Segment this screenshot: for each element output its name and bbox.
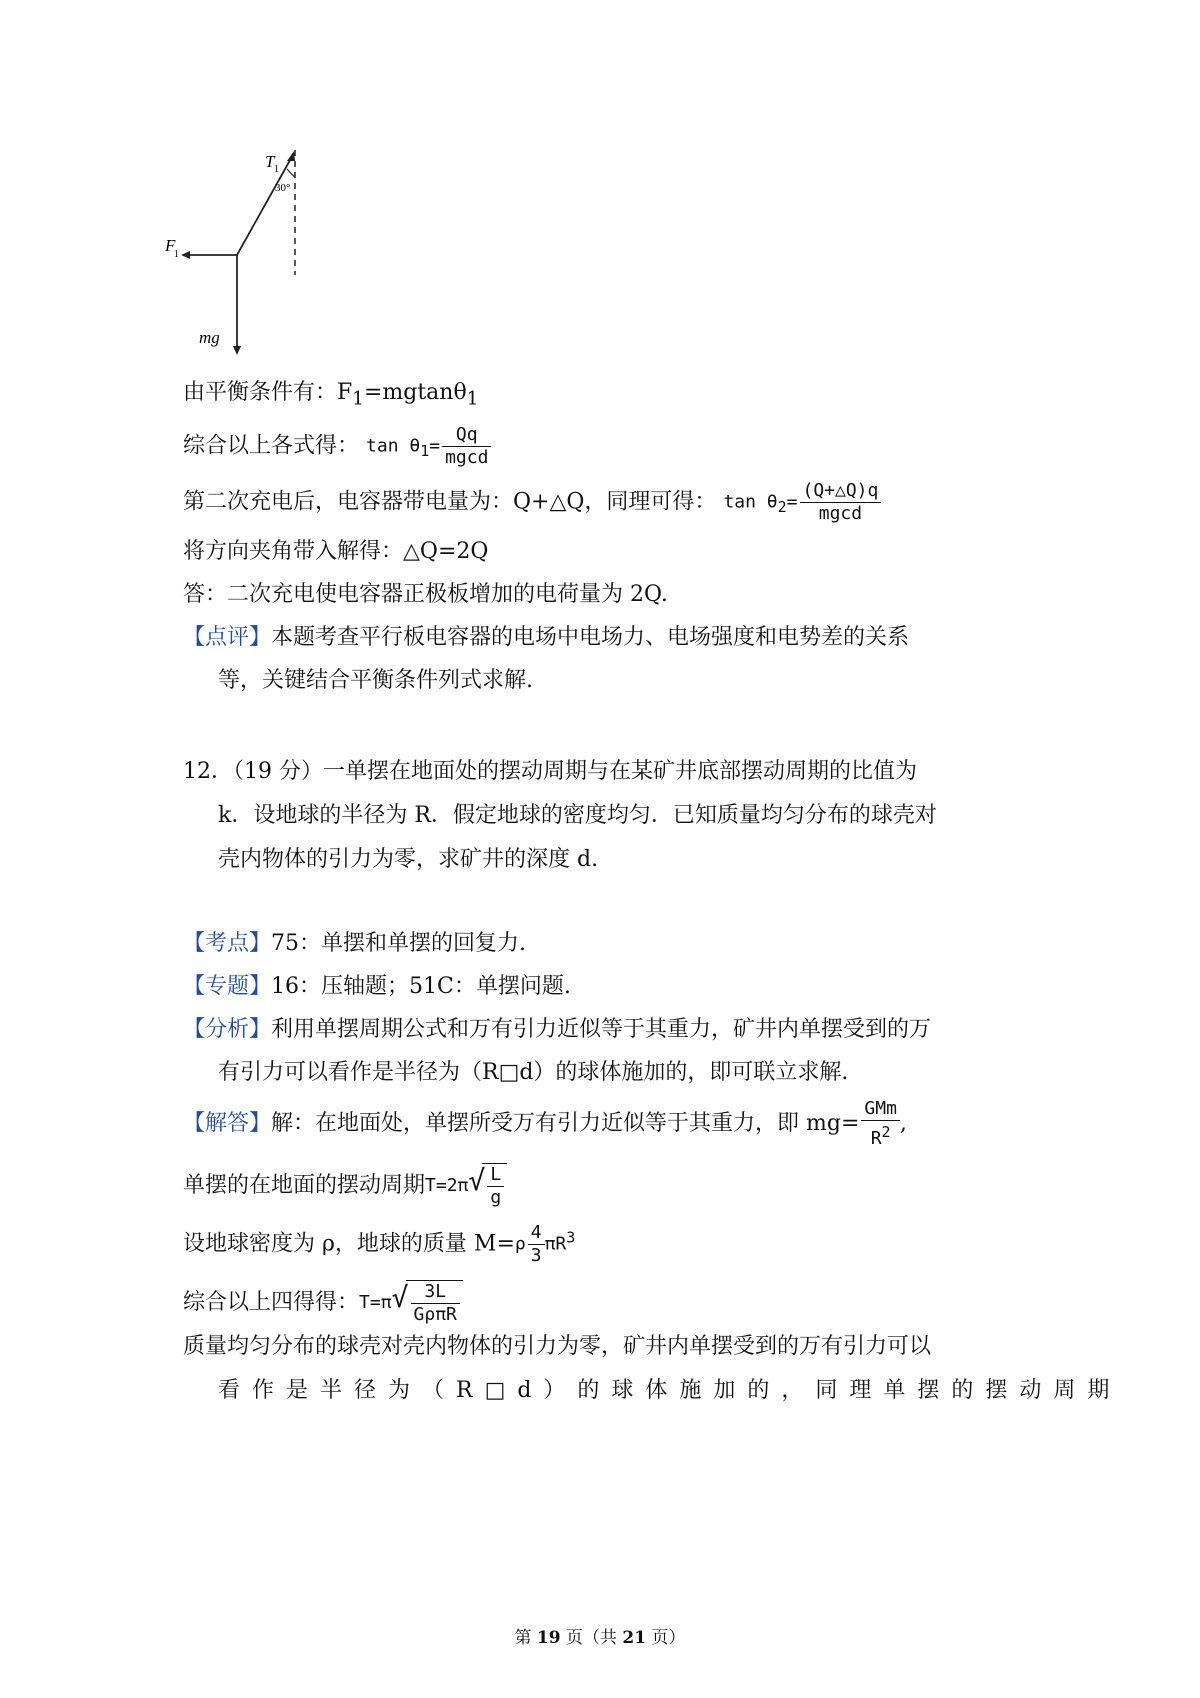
- page-footer: [0, 1623, 1200, 1648]
- second-charge-text: 第二次充电后，电容器带电量为：Q+△Q，同理可得：: [183, 489, 717, 515]
- tension-arrowhead: [287, 151, 295, 161]
- fraction: [800, 480, 882, 525]
- rho: ρ: [514, 1233, 526, 1255]
- comment-text-2: 等，关键结合平衡条件列式求解.: [218, 668, 533, 693]
- denominator: 3: [530, 1245, 542, 1266]
- gmm-fraction: [861, 1098, 900, 1150]
- equilibrium-line: [183, 378, 478, 414]
- footer-prefix: 第: [514, 1628, 537, 1648]
- denominator: mgcd: [445, 447, 489, 468]
- denominator: g: [490, 1187, 502, 1208]
- question-text: 壳内物体的引力为零，求矿井的深度 d.: [218, 847, 599, 872]
- question-text: k．设地球的半径为 R．假定地球的密度均匀．已知质量均匀分布的球壳对: [218, 803, 937, 828]
- numerator: GMm: [861, 1098, 900, 1121]
- gravity-arrowhead: [233, 346, 241, 355]
- radicand: [406, 1280, 463, 1326]
- footer-middle: 页（共: [560, 1628, 623, 1648]
- knowledge-tag: 【考点】: [183, 931, 272, 956]
- denominator: mgcd: [818, 503, 863, 524]
- solve-line: [183, 537, 488, 567]
- force-diagram: [165, 145, 325, 360]
- denominator: GρπR: [413, 1304, 457, 1325]
- sqrt: [468, 1163, 507, 1209]
- second-charge-line: [183, 480, 881, 525]
- combined-line-1: [183, 424, 491, 469]
- combined-line-2: [183, 1280, 463, 1326]
- page-number: 19: [536, 1628, 561, 1648]
- tension-label: T: [265, 152, 275, 171]
- analysis-line: [183, 1015, 931, 1045]
- numerator: √ L: [487, 1164, 504, 1187]
- question-12-line-1: [183, 757, 917, 787]
- comment-tag: 【点评】: [183, 625, 272, 650]
- formula-lhs: T=π: [359, 1292, 392, 1313]
- tension-subscript: 1: [274, 164, 279, 175]
- equilibrium-formula: =mgtanθ: [363, 380, 467, 405]
- question-12-line-2: [218, 801, 937, 831]
- numerator: Qq: [442, 424, 491, 447]
- denominator: [861, 1121, 900, 1150]
- pi-r: πR: [544, 1233, 567, 1255]
- comment-line: [183, 623, 909, 653]
- analysis-line-2: [218, 1058, 848, 1088]
- shell-line: [183, 1332, 931, 1362]
- formula-lhs: tan θ: [723, 491, 778, 513]
- mg-label: mg: [199, 328, 220, 347]
- density-text: 设地球密度为 ρ，地球的质量 M=: [183, 1231, 515, 1257]
- comma: ,: [899, 1111, 907, 1136]
- mass-formula: [515, 1222, 575, 1267]
- comment-line-2: [218, 666, 533, 696]
- footer-suffix: 页）: [646, 1628, 686, 1648]
- subscript: 1: [352, 388, 364, 410]
- formula-lhs: tan θ: [366, 435, 421, 457]
- solve-text: 将方向夹角带入解得：△Q=2Q: [183, 539, 489, 564]
- period-text: 单摆的在地面的摆动周期: [183, 1173, 426, 1198]
- combined-text-2: 综合以上四得得：: [183, 1290, 360, 1315]
- shell-text: 质量均匀分布的球壳对壳内物体的引力为零，矿井内单摆受到的万有引力可以: [183, 1334, 932, 1359]
- total-pages: 21: [622, 1628, 647, 1648]
- analysis-tag: 【分析】: [183, 1017, 272, 1042]
- fraction: [442, 424, 491, 469]
- numerator: (Q+△Q)q: [800, 480, 882, 503]
- f1-subscript: 1: [174, 249, 179, 260]
- analysis-text-2: 有引力可以看作是半径为（R□d）的球体施加的，即可联立求解.: [218, 1060, 849, 1085]
- comment-text: 本题考查平行板电容器的电场中电场力、电场强度和电势差的关系: [271, 625, 910, 650]
- equals: =: [786, 491, 798, 513]
- angle-arc: [287, 169, 295, 177]
- answer-text: 答：二次充电使电容器正极板增加的电荷量为 2Q.: [183, 582, 668, 607]
- fraction: [528, 1222, 545, 1267]
- numerator: √ 3L: [411, 1281, 460, 1304]
- angle-label: 30°: [275, 182, 291, 194]
- topic-line: [183, 972, 571, 1002]
- period-formula: [425, 1163, 507, 1209]
- sqrt: [392, 1280, 463, 1326]
- superscript: 3: [566, 1228, 576, 1247]
- radicand: [482, 1163, 507, 1209]
- period-line: [183, 1163, 507, 1209]
- shell-text-2: 看作是半径为（R□d）的球体施加的，同理单摆的摆动周期: [218, 1378, 1122, 1403]
- solution-tag: 【解答】: [183, 1111, 272, 1136]
- topic-text: 16：压轴题；51C：单摆问题.: [271, 974, 571, 999]
- numerator: 4: [528, 1222, 545, 1245]
- topic-tag: 【专题】: [183, 974, 272, 999]
- analysis-text: 利用单摆周期公式和万有引力近似等于其重力，矿井内单摆受到的万: [271, 1017, 932, 1042]
- solution-text: 解：在地面处，单摆所受万有引力近似等于其重力，即 mg=: [271, 1111, 860, 1136]
- answer-line: [183, 580, 668, 610]
- denominator-base: R: [870, 1128, 882, 1149]
- fraction: [487, 1164, 504, 1209]
- period-formula-2: [359, 1280, 463, 1326]
- fraction: [411, 1281, 460, 1326]
- formula-lhs: T=2π: [425, 1175, 469, 1196]
- shell-line-2: [218, 1376, 1121, 1406]
- equilibrium-text: 由平衡条件有：F: [183, 380, 353, 405]
- superscript: 2: [881, 1123, 891, 1141]
- subscript: 1: [420, 442, 430, 461]
- solution-line: [183, 1098, 907, 1150]
- f1-label: F: [165, 236, 176, 255]
- knowledge-point-line: [183, 929, 526, 959]
- knowledge-text: 75：单摆和单摆的回复力.: [271, 931, 527, 956]
- combined-text: 综合以上各式得：: [183, 433, 360, 459]
- tan-theta1-formula: [366, 424, 491, 469]
- equals: =: [429, 435, 441, 457]
- subscript: 2: [777, 498, 787, 517]
- subscript: 1: [466, 388, 479, 410]
- question-12-line-3: [218, 845, 598, 875]
- force-f1-arrowhead: [181, 251, 190, 259]
- density-line: [183, 1222, 575, 1267]
- tan-theta2-formula: [723, 480, 881, 525]
- question-text: 12．（19 分）一单摆在地面处的摆动周期与在某矿井底部摆动周期的比值为: [183, 759, 917, 784]
